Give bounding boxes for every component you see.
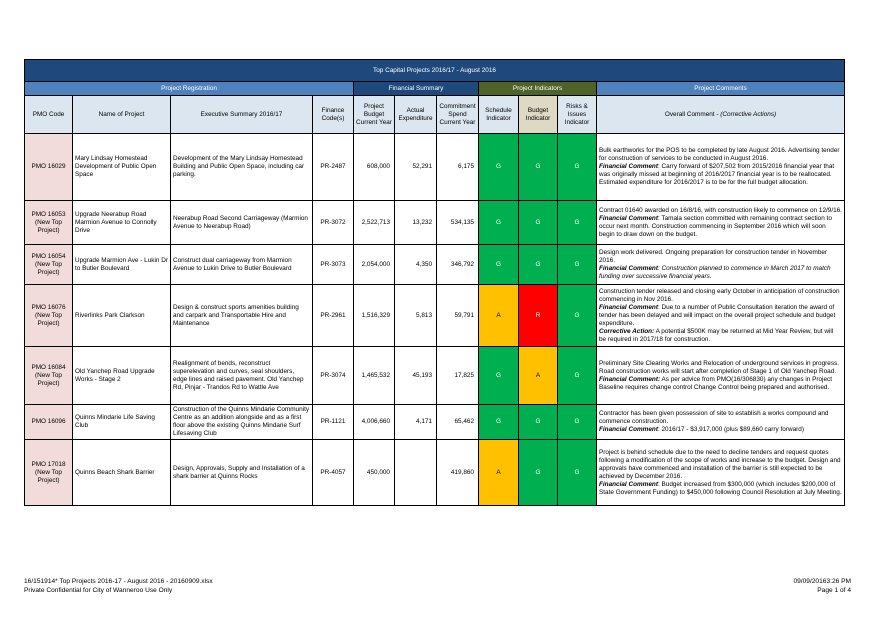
col-header-schedule-indicator: Schedule Indicator <box>479 96 519 134</box>
project-name: Old Yanchep Road Upgrade Works - Stage 2 <box>73 347 171 405</box>
budget-indicator: G <box>519 405 558 440</box>
finance-code: PR-3074 <box>313 347 354 405</box>
schedule-indicator: A <box>479 440 519 506</box>
overall-comment: Preliminary Site Clearing Works and Relocation of underground services in progress. Road construction works will start after completion of Stage 1 of Old Yanchep Road. Financial Comment: As per advice from PMO(16/306830) any changes in Project Baseline requires change control Change Control being prepared and authorised. <box>597 347 845 405</box>
finance-code: PR-2961 <box>313 285 354 347</box>
pmo-code: PMO 16096 <box>25 405 73 440</box>
schedule-indicator: A <box>479 285 519 347</box>
commitment-spend: 17,825 <box>437 347 479 405</box>
pmo-code: PMO 16084 (New Top Project) <box>25 347 73 405</box>
pmo-code: PMO 16053 (New Top Project) <box>25 201 73 245</box>
table-row <box>25 134 845 201</box>
group-financial-summary: Financial Summary <box>354 82 479 96</box>
table-row <box>25 405 845 440</box>
actual-expenditure: 4,171 <box>395 405 437 440</box>
budget-indicator: G <box>519 245 558 285</box>
executive-summary: Design, Approvals, Supply and Installation of a shark barrier at Quinns Rocks <box>171 440 313 506</box>
project-budget: 2,054,000 <box>354 245 395 285</box>
risks-indicator: G <box>558 405 597 440</box>
actual-expenditure: 4,350 <box>395 245 437 285</box>
finance-code: PR-3072 <box>313 201 354 245</box>
group-project-registration: Project Registration <box>25 82 354 96</box>
budget-indicator: G <box>519 201 558 245</box>
project-budget: 1,516,329 <box>354 285 395 347</box>
overall-comment: Project is behind schedule due to the need to decline tenders and request quotes following a modification of the scope of works and increase to the budget. Design and approvals have commenced and installation of the barrier is still expected to be achieved by December 2016. Financial Comment: Budget increased from $300,000 (which includes $200,000 of State Government Funding) to $450,000 following Council Resolution at July Meeting. <box>597 440 845 506</box>
col-header-name: Name of Project <box>73 96 171 134</box>
budget-indicator: R <box>519 285 558 347</box>
col-header-summary: Executive Summary 2016/17 <box>171 96 313 134</box>
table-row <box>25 245 845 285</box>
executive-summary: Construct dual carriageway from Marmion Avenue to Lukin Drive to Butler Boulevard <box>171 245 313 285</box>
project-name: Quinns Beach Shark Barrier <box>73 440 171 506</box>
commitment-spend: 346,792 <box>437 245 479 285</box>
commitment-spend: 419,860 <box>437 440 479 506</box>
actual-expenditure <box>395 440 437 506</box>
executive-summary: Construction of the Quinns Mindarie Community Centre as an addition alongside and as a first floor above the existing Quinns Mindarie Surf Lifesaving Club <box>171 405 313 440</box>
project-name: Riverlinks Park Clarkson <box>73 285 171 347</box>
overall-comment: Construction tender released and closing early October in anticipation of construction commencing in Nov 2016. Financial Comment: Due to a number of Public Consultation iteration the award of tender has been delayed and will impact on the overall project schedule and budget expenditure. Corrective Action: A potential $500K may be returned at Mid Year Review, but will be required in 2017/18 for construction. <box>597 285 845 347</box>
actual-expenditure: 52,291 <box>395 134 437 201</box>
pmo-code: PMO 17018 (New Top Project) <box>25 440 73 506</box>
project-name: Upgrade Marmion Ave - Lukin Dr to Butler Boulevard <box>73 245 171 285</box>
commitment-spend: 59,791 <box>437 285 479 347</box>
actual-expenditure: 13,232 <box>395 201 437 245</box>
risks-indicator: G <box>558 347 597 405</box>
col-header-budget: Project Budget Current Year <box>354 96 395 134</box>
finance-code: PR-2487 <box>313 134 354 201</box>
risks-indicator: G <box>558 440 597 506</box>
group-project-indicators: Project Indicators <box>479 82 597 96</box>
table-row <box>25 285 845 347</box>
overall-comment: Design work delivered. Ongoing preparation for construction tender in November 2016. Financial Comment: Construction planned to commence in March 2017 to match funding over successive financial years. <box>597 245 845 285</box>
risks-indicator: G <box>558 245 597 285</box>
budget-indicator: G <box>519 134 558 201</box>
footer-confidential: Private Confidential for City of Wanneroo Use Only <box>24 587 173 594</box>
pmo-code: PMO 16054 (New Top Project) <box>25 245 73 285</box>
group-project-comments: Project Comments <box>597 82 845 96</box>
schedule-indicator: G <box>479 134 519 201</box>
col-header-overall-comment: Overall Comment - (Corrective Actions) <box>597 96 845 134</box>
schedule-indicator: G <box>479 405 519 440</box>
commitment-spend: 6,175 <box>437 134 479 201</box>
col-header-finance-code: Finance Code(s) <box>313 96 354 134</box>
project-budget: 2,522,713 <box>354 201 395 245</box>
actual-expenditure: 5,813 <box>395 285 437 347</box>
executive-summary: Neerabup Road Second Carriageway (Marmion Avenue to Neerabup Road) <box>171 201 313 245</box>
pmo-code: PMO 16076 (New Top Project) <box>25 285 73 347</box>
project-budget: 1,465,532 <box>354 347 395 405</box>
col-header-commitment: Commitment Spend Current Year <box>437 96 479 134</box>
table-row <box>25 440 845 506</box>
footer-left <box>24 577 213 595</box>
finance-code: PR-3073 <box>313 245 354 285</box>
pmo-code: PMO 16029 <box>25 134 73 201</box>
executive-summary: Design & construct sports amenities building and carpark and Transportable Hire and Maintenance <box>171 285 313 347</box>
report-title: Top Capital Projects 2016/17 - August 2016 <box>25 60 845 82</box>
col-header-risks-indicator: Risks & Issues Indicator <box>558 96 597 134</box>
project-name: Quinns Mindarie Life Saving Club <box>73 405 171 440</box>
finance-code: PR-1121 <box>313 405 354 440</box>
col-header-actual: Actual Expenditure <box>395 96 437 134</box>
budget-indicator: A <box>519 347 558 405</box>
footer-page-number: Page 1 of 4 <box>817 587 851 594</box>
project-name: Upgrade Neerabup Road Marmion Avenue to Connolly Drive <box>73 201 171 245</box>
risks-indicator: G <box>558 134 597 201</box>
overall-comment: Bulk earthworks for the POS to be completed by late August 2016. Advertising tender for construction of services to be conducted in August 2016. Financial Comment: Carry forward of $207,502 from 2015/2016 financial year that was originally missed at beginning of 2016/2017 financial year is to be reallocated. Estimated expenditure for 2016/2017 is to be for the full budget allocation. <box>597 134 845 201</box>
col-header-pmo-code: PMO Code <box>25 96 73 134</box>
project-budget: 4,006,660 <box>354 405 395 440</box>
risks-indicator: G <box>558 285 597 347</box>
col-header-budget-indicator: Budget Indicator <box>519 96 558 134</box>
overall-comment: Contract 01640 awarded on 16/8/16, with construction likely to commence on 12/9/16. Financial Comment: Tamala section committed with remaining contract section to occur next month. Construction commencing in September 2016 which will soon begin to draw down on the budget. <box>597 201 845 245</box>
schedule-indicator: G <box>479 201 519 245</box>
footer-file-name: 16/151914* Top Projects 2016-17 - August 2016 - 20160909.xlsx <box>24 578 213 585</box>
executive-summary: Realignment of bends, reconstruct superelevation and curves, seal shoulders, edge lines and raised pavement. Old Yanchep Rd, Pinjar - Trandos Rd to Wattle Ave <box>171 347 313 405</box>
risks-indicator: G <box>558 201 597 245</box>
top-projects-table <box>24 59 845 506</box>
overall-comment: Contractor has been given possession of site to establish a works compound and commence construction. Financial Comment: 2016/17 - $3,917,000 (plus $89,660 carry forward) <box>597 405 845 440</box>
budget-indicator: G <box>519 440 558 506</box>
commitment-spend: 65,462 <box>437 405 479 440</box>
finance-code: PR-4057 <box>313 440 354 506</box>
table-row <box>25 201 845 245</box>
project-budget: 608,000 <box>354 134 395 201</box>
project-name: Mary Lindsay Homestead Development of Public Open Space <box>73 134 171 201</box>
footer-right <box>793 577 851 595</box>
schedule-indicator: G <box>479 245 519 285</box>
table-row <box>25 347 845 405</box>
schedule-indicator: G <box>479 347 519 405</box>
actual-expenditure: 45,193 <box>395 347 437 405</box>
footer-datetime: 09/09/20163:26 PM <box>793 578 851 585</box>
project-budget: 450,000 <box>354 440 395 506</box>
executive-summary: Development of the Mary Lindsay Homestead Building and Public Open Space, including car parking. <box>171 134 313 201</box>
commitment-spend: 534,135 <box>437 201 479 245</box>
